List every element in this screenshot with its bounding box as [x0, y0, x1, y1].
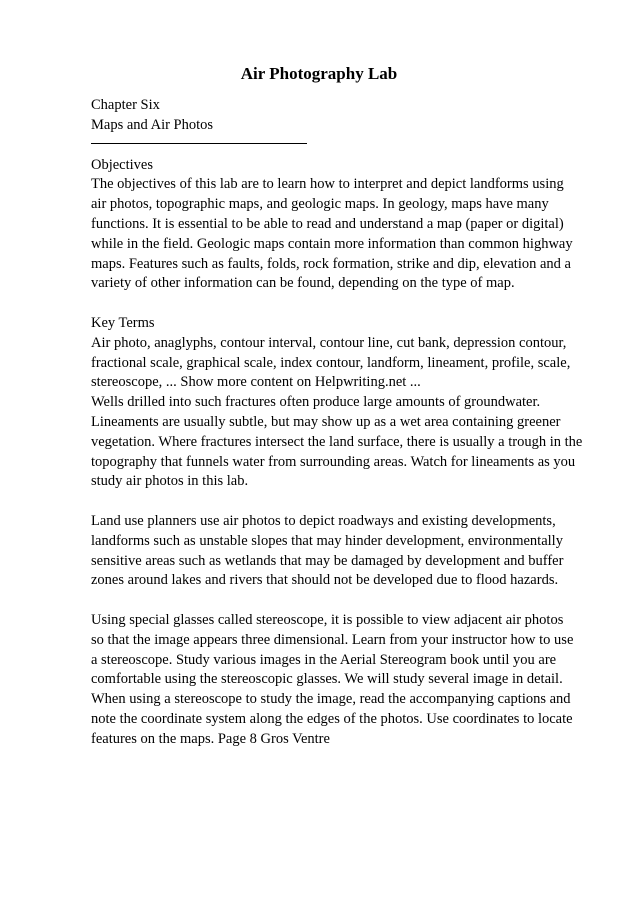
text-line: air photos, topographic maps, and geologic maps. In geology, maps have many: [91, 196, 549, 213]
text-line: landforms such as unstable slopes that may hinder development, environmentally: [91, 532, 563, 549]
paragraph: [91, 611, 591, 750]
text-line: topography that funnels water from surrounding areas. Watch for lineaments as you: [91, 453, 576, 470]
text-line: functions. It is essential to be able to read and understand a map (paper or digital): [91, 215, 564, 232]
text-line: features on the maps. Page 8 Gros Ventre: [91, 730, 330, 747]
text-line: variety of other information can be found, depending on the type of map.: [91, 275, 515, 292]
paragraph: [91, 156, 591, 295]
document-body: [91, 96, 591, 750]
text-line: Wells drilled into such fractures often produce large amounts of groundwater.: [91, 394, 541, 411]
text-line: vegetation. Where fractures intersect the land surface, there is usually a trough in the: [91, 433, 583, 450]
text-line: maps. Features such as faults, folds, rock formation, strike and dip, elevation and a: [91, 255, 571, 272]
text-line: Objectives: [91, 156, 154, 173]
paragraph-gap: [91, 492, 591, 512]
text-line: Key Terms: [91, 314, 155, 331]
text-line: The objectives of this lab are to learn how to interpret and depict landforms using: [91, 176, 564, 193]
text-line: stereoscope, ... Show more content on Helpwriting.net ...: [91, 374, 421, 391]
text-line: Lineaments are usually subtle, but may show up as a wet area containing greener: [91, 413, 561, 430]
text-line: When using a stereoscope to study the image, read the accompanying captions and: [91, 691, 571, 708]
text-line: fractional scale, graphical scale, index contour, landform, lineament, profile, scale,: [91, 354, 571, 371]
text-line: study air photos in this lab.: [91, 473, 249, 490]
chapter-label: Chapter Six: [91, 97, 160, 113]
text-line: while in the field. Geologic maps contain more information than common highway: [91, 235, 573, 252]
horizontal-rule: [91, 143, 307, 144]
paragraph-gap: [91, 591, 591, 611]
text-line: Using special glasses called stereoscope, it is possible to view adjacent air photos: [91, 611, 564, 628]
text-line: a stereoscope. Study various images in the Aerial Stereogram book until you are: [91, 651, 557, 668]
text-line: so that the image appears three dimensional. Learn from your instructor how to use: [91, 631, 574, 648]
text-line: Air photo, anaglyphs, contour interval, contour line, cut bank, depression contour,: [91, 334, 567, 351]
text-line: comfortable using the stereoscopic glasses. We will study several image in detail.: [91, 671, 563, 688]
text-line: zones around lakes and rivers that should not be developed due to flood hazards.: [91, 572, 559, 589]
sections-container: [91, 156, 591, 750]
text-line: sensitive areas such as wetlands that may be damaged by development and buffer: [91, 552, 564, 569]
text-line: note the coordinate system along the edges of the photos. Use coordinates to locate: [91, 710, 573, 727]
paragraph-gap: [91, 294, 591, 314]
paragraph: [91, 512, 591, 591]
chapter-subtitle: Maps and Air Photos: [91, 116, 214, 133]
text-line: Land use planners use air photos to depict roadways and existing developments,: [91, 512, 556, 529]
paragraph: [91, 314, 591, 492]
document-title: Air Photography Lab: [240, 64, 398, 83]
